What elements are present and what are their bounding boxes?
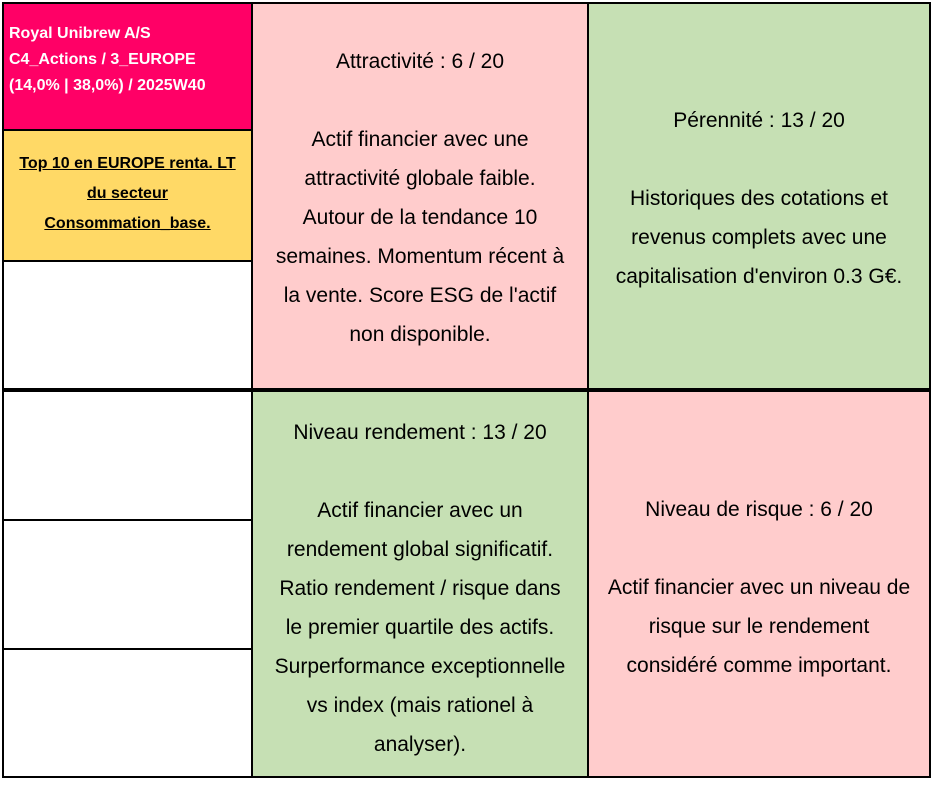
blank-cell-4 xyxy=(2,648,253,778)
blank-cell-3 xyxy=(2,519,253,650)
attractivite-line-6: non disponible. xyxy=(349,323,491,346)
rendement-line-6: vs index (mais rationel à xyxy=(306,694,534,717)
perennite-panel xyxy=(587,2,931,390)
ranking-line-3: Consommation_base. xyxy=(44,215,211,232)
blank-cell-2 xyxy=(2,390,253,521)
attractivite-panel xyxy=(251,2,589,390)
perennite-line-2: revenus complets avec une xyxy=(631,226,887,249)
asset-name: Royal Unibrew A/S xyxy=(9,25,151,42)
risque-line-1: Actif financier avec un niveau de xyxy=(607,576,911,599)
risque-heading: Niveau de risque : 6 / 20 xyxy=(645,498,873,521)
rendement-line-4: le premier quartile des actifs. xyxy=(285,616,555,639)
attractivite-heading: Attractivité : 6 / 20 xyxy=(335,50,505,73)
perennite-heading: Pérennité : 13 / 20 xyxy=(673,109,845,132)
ranking-line-1: Top 10 en EUROPE renta. LT xyxy=(19,155,236,172)
rendement-panel xyxy=(251,390,589,778)
attractivite-line-3: Autour de la tendance 10 xyxy=(302,206,538,229)
ranking-line-2: du secteur xyxy=(87,185,168,202)
attractivite-line-2: attractivité globale faible. xyxy=(304,167,536,190)
risque-line-3: considéré comme important. xyxy=(626,654,892,677)
rendement-line-3: Ratio rendement / risque dans xyxy=(279,577,561,600)
asset-params: (14,0% | 38,0%) / 2025W40 xyxy=(9,77,206,94)
risque-line-2: risque sur le rendement xyxy=(648,615,870,638)
risque-panel xyxy=(587,390,931,778)
asset-category: C4_Actions / 3_EUROPE xyxy=(9,51,196,68)
attractivite-line-5: la vente. Score ESG de l'actif xyxy=(283,284,557,307)
rendement-line-7: analyser). xyxy=(373,733,467,756)
asset-title-block xyxy=(2,2,253,131)
rendement-line-5: Surperformance exceptionnelle xyxy=(274,655,566,678)
ranking-block xyxy=(2,129,253,262)
rendement-line-2: rendement global significatif. xyxy=(286,538,554,561)
attractivite-line-4: semaines. Momentum récent à xyxy=(275,245,565,268)
perennite-line-1: Historiques des cotations et xyxy=(630,187,888,210)
rendement-line-1: Actif financier avec un xyxy=(317,499,523,522)
blank-cell-1 xyxy=(2,260,253,390)
perennite-line-3: capitalisation d'environ 0.3 G€. xyxy=(615,265,903,288)
attractivite-line-1: Actif financier avec une xyxy=(311,128,529,151)
rendement-heading: Niveau rendement : 13 / 20 xyxy=(293,421,547,444)
